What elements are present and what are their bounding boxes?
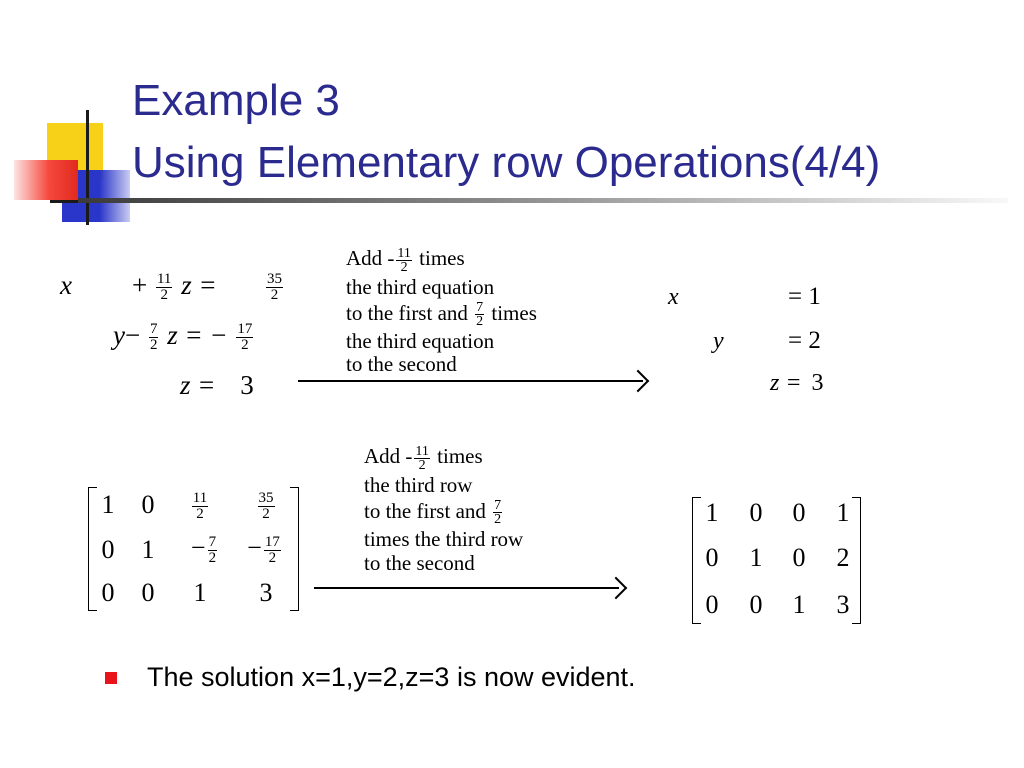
ma-r3-c2: 0 (749, 590, 763, 619)
logo-red-square (14, 160, 78, 200)
mb-r1-c4: $\frac{35}{2}$ (258, 489, 274, 522)
ma-r1-c2: 0 (749, 498, 763, 527)
result-rhs-3: 3 (811, 370, 824, 396)
ann-top-line-4: the third equation (346, 329, 495, 354)
result-eq-3 (770, 370, 824, 397)
ma-r1-c4: 1 (836, 498, 850, 527)
arrow-top-line (298, 380, 643, 382)
ann-bottom-line-3: to the first and $\frac{7}{2}$ (364, 498, 502, 528)
slide-title (132, 70, 880, 194)
ma-r1-c3: 0 (792, 498, 806, 527)
eq1-coef-frac: $\frac{11}{2}$ (156, 271, 172, 304)
eq1-rhs (264, 270, 285, 303)
eq2-var-z: z = − (167, 320, 228, 350)
ann-bottom-line-4: times the third row (364, 527, 524, 552)
eq3 (180, 370, 254, 401)
eq1-var-z: z = (181, 270, 217, 300)
annotation-top (346, 245, 537, 377)
eq3-rhs: 3 (240, 370, 254, 400)
result-eq-1: = 1 (788, 283, 821, 310)
solution-text: The solution x=1,y=2,z=3 is now evident. (147, 662, 636, 692)
ma-r2-c1: 0 (705, 543, 719, 572)
eq1-rhs-frac: $\frac{35}{2}$ (267, 271, 282, 304)
eq3-var-z: z = (180, 370, 216, 400)
ann-top-line-1: Add - $\frac{11}{2}$ times (346, 245, 465, 275)
ann-bottom-line-5: to the second (364, 551, 475, 576)
ma-r3-c3: 1 (792, 590, 806, 619)
mb-r1-c2: 0 (141, 490, 155, 519)
eq1-op: + (132, 270, 148, 300)
mb-r3-c1: 0 (101, 578, 115, 607)
title-line-1: Example 3 (132, 76, 340, 125)
annotation-bottom (364, 443, 523, 574)
arrow-bottom-head-icon (605, 577, 628, 600)
arrow-bottom-line (314, 587, 619, 589)
result-var-y: y (713, 328, 724, 354)
eq2-var-y: y (113, 320, 125, 350)
logo-vertical-line (86, 110, 89, 225)
mb-r1-c1: 1 (101, 490, 115, 519)
mb-r2-c3: − $\frac{7}{2}$ (190, 533, 217, 566)
mb-r3-c2: 0 (141, 578, 155, 607)
title-line-2: Using Elementary row Operations(4/4) (132, 138, 881, 187)
eq2 (113, 320, 255, 353)
ann-top-line-5: to the second (346, 352, 457, 377)
bullet-square-icon (105, 672, 117, 684)
matrix-before-right-bracket (290, 487, 299, 611)
mb-r1-c3: $\frac{11}{2}$ (192, 489, 208, 522)
mb-r2-c1: 0 (101, 535, 115, 564)
arrow-top-head-icon (627, 370, 650, 393)
ma-r2-c4: 2 (836, 543, 850, 572)
result-var-x: x (668, 284, 679, 310)
eq2-rhs-frac: $\frac{17}{2}$ (237, 321, 253, 354)
result-var-z: z = (770, 370, 802, 396)
eq2-coef-frac: $\frac{7}{2}$ (149, 321, 158, 354)
ma-r2-c3: 0 (792, 543, 806, 572)
ann-bottom-line-2: the third row (364, 472, 473, 497)
mb-r3-c3: 1 (193, 578, 207, 607)
title-underline (78, 198, 1008, 203)
ma-r3-c4: 3 (836, 590, 850, 619)
mb-r2-c4: − $\frac{17}{2}$ (247, 533, 280, 566)
mb-r2-c2: 1 (141, 535, 155, 564)
result-eq-2: = 2 (788, 327, 821, 354)
ma-r2-c2: 1 (749, 543, 763, 572)
eq2-op: − (124, 320, 141, 350)
eq1-term (132, 270, 217, 303)
ma-r3-c1: 0 (705, 590, 719, 619)
ann-top-line-2: the third equation (346, 274, 495, 299)
ann-top-line-3: to the first and $\frac{7}{2}$ times (346, 300, 537, 330)
ann-bottom-line-1: Add - $\frac{11}{2}$ times (364, 443, 483, 473)
ma-r1-c1: 1 (705, 498, 719, 527)
mb-r3-c4: 3 (259, 578, 273, 607)
eq1-var-x: x (60, 270, 72, 300)
